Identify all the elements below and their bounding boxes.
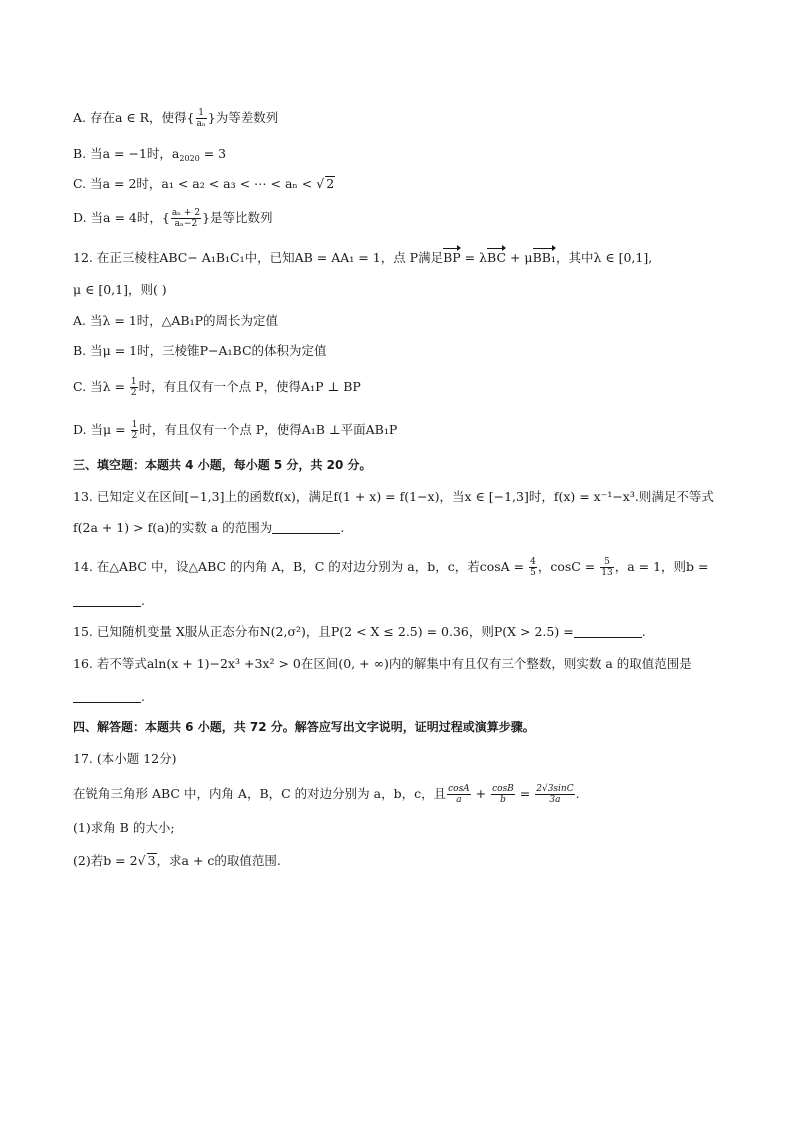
section-4-heading: 四、解答题：本题共 6 小题，共 72 分。解答应写出文字说明，证明过程或演算步骤。 bbox=[73, 720, 535, 734]
q13-line1: 13. 已知定义在区间[−1,3]上的函数f(x)，满足f(1 + x) = f(1−x)，当x ∈ [−1,3]时，f(x) = x⁻¹−x³.则满足不等式 bbox=[73, 489, 714, 504]
q12-option-b: B. 当μ = 1时，三棱锥P−A₁BC的体积为定值 bbox=[73, 343, 327, 358]
fraction: $\frac{1}{2}$ bbox=[130, 377, 137, 398]
answer-blank bbox=[73, 594, 141, 607]
fraction: $\frac{\cos A}{a}$ bbox=[448, 784, 470, 805]
q17-part1: (1)求角 B 的大小; bbox=[73, 820, 175, 835]
q17-body: 在锐角三角形 ABC 中，内角 A，B，C 的对边分别为 a，b，c，且 $\frac{\cos A}{a}$ + $\frac{\cos B}{b}$ = $\frac{2√3\sin C}{3a}$ . bbox=[73, 784, 580, 805]
q12-option-a: A. 当λ = 1时，△AB₁P的周长为定值 bbox=[73, 313, 279, 328]
fraction: $\frac{2√3\sin C}{3a}$ bbox=[536, 784, 574, 805]
option-d: D. 当a = 4时，{ $\frac{\text{aₙ + 2}}{\text{aₙ−2}}$ }是等比数列 bbox=[73, 208, 273, 229]
q16-line2: . bbox=[73, 688, 734, 706]
option-a: A. 存在a ∈ R，使得{ $\frac{1}{\text{aₙ}}$ }为等差数列 bbox=[73, 108, 279, 129]
q17-heading: 17. (本小题 12分) bbox=[73, 751, 177, 766]
q14-line1: 14. 在△ABC 中，设△ABC 的内角 A，B，C 的对边分别为 a，b，c，若cosA = $\frac{4}{5}$ ，cosC = $\frac{5}{13}$ ，a = 1，则b = bbox=[73, 557, 709, 578]
q15: 15. 已知随机变量 X服从正态分布N(2,σ²)，且P(2 < X ≤ 2.5) = 0.36，则P(X > 2.5) = . bbox=[73, 624, 646, 639]
fraction: $\frac{4}{5}$ bbox=[530, 557, 536, 578]
fraction: $\frac{1}{\text{aₙ}}$ bbox=[196, 108, 206, 129]
fraction: $\frac{\text{aₙ + 2}}{\text{aₙ−2}}$ bbox=[171, 208, 201, 229]
option-b: B. 当a = −1时，$a_{2020} = 3$ bbox=[73, 146, 227, 163]
fraction: $\frac{5}{13}$ bbox=[601, 557, 613, 578]
answer-blank bbox=[73, 690, 141, 703]
fraction: $\frac{\cos B}{b}$ bbox=[492, 784, 514, 805]
q17-part2: (2)若b = 2√ 3，求a + c的取值范围. bbox=[73, 853, 281, 868]
q12-line2: μ ∈ [0,1]，则( ) bbox=[73, 282, 167, 297]
fraction: $\frac{1}{2}$ bbox=[131, 420, 138, 441]
q13-line2: f(2a + 1) > f(a)的实数 a 的范围为 . bbox=[73, 520, 345, 535]
q14-line2: . bbox=[73, 592, 734, 610]
answer-blank bbox=[272, 521, 340, 534]
answer-blank bbox=[574, 625, 642, 638]
q12-option-c: C. 当λ = $\frac{1}{2}$ 时，有且仅有一个点 P，使得A₁P ⊥ BP bbox=[73, 377, 361, 398]
section-3-heading: 三、填空题：本题共 4 小题，每小题 5 分，共 20 分。 bbox=[73, 458, 372, 472]
option-c: C. 当a = 2时，a₁ < a₂ < a₃ < ⋯ < aₙ < √ 2 bbox=[73, 176, 335, 191]
q16-line1: 16. 若不等式aln(x + 1)−2x³ +3x² > 0在区间(0, + ∞)内的解集中有且仅有三个整数，则实数 a 的取值范围是 bbox=[73, 656, 692, 671]
q12-line1: 12. 在正三棱柱ABC− A₁B₁C₁中，已知AB = AA₁ = 1，点 P满足BP = λBC + μBB₁，其中λ ∈ [0,1], bbox=[73, 250, 653, 265]
q12-option-d: D. 当μ = $\frac{1}{2}$ 时，有且仅有一个点 P，使得A₁B ⊥平面AB₁P bbox=[73, 420, 398, 441]
